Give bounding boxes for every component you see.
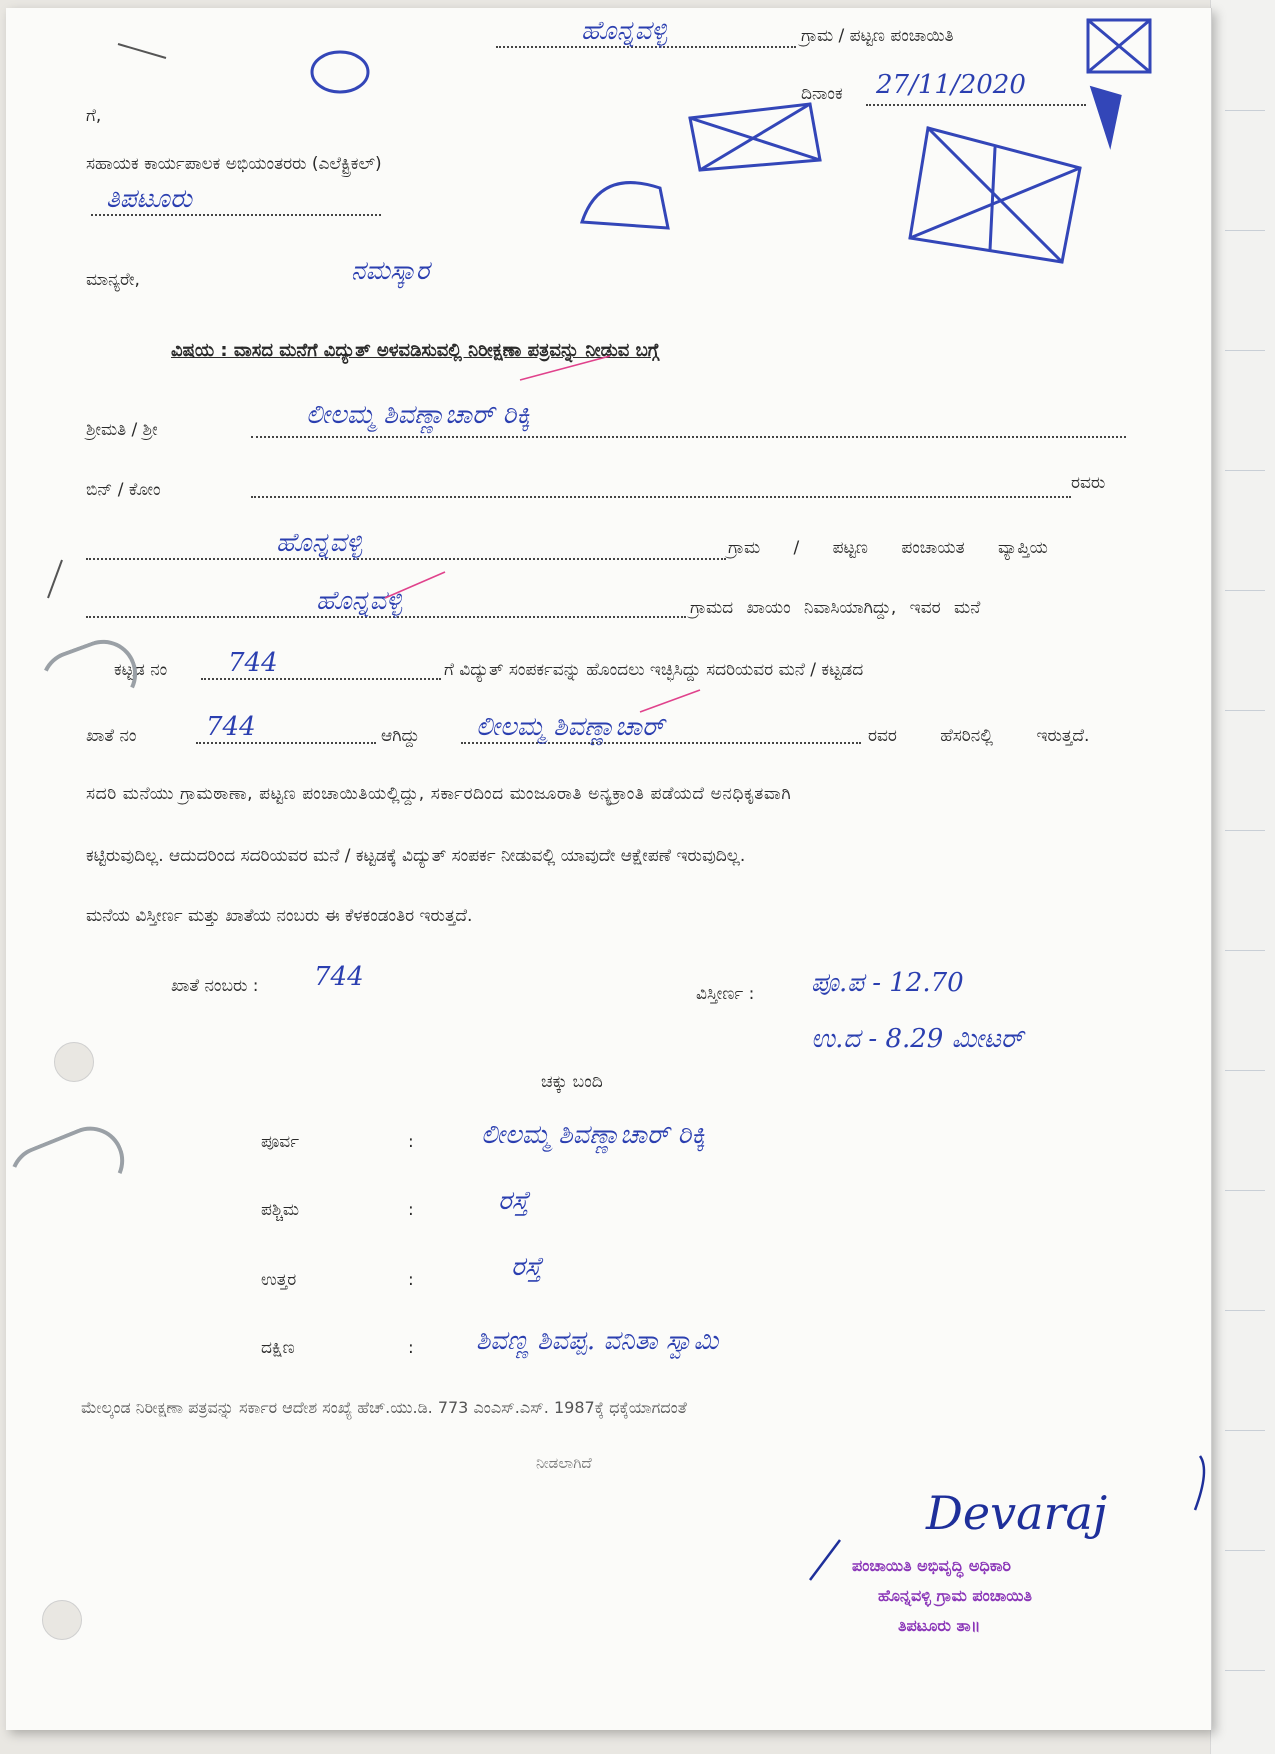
west-label: ಪಶ್ಚಿಮ [261, 1200, 300, 1220]
line7-text: ಸದರಿ ಮನೆಯು ಗ್ರಾಮಠಾಣಾ, ಪಟ್ಟಣ ಪಂಚಾಯಿತಿಯಲ್ಲಿದ್ದು, ಸರ್ಕಾರದಿಂದ ಮಂಜೂರಾತಿ ಅನ್ಯಕ್ರಾಂತಿ ಪಡೆಯದೆ ಅನಧಿಕೃತವಾಗಿ [86, 784, 792, 804]
north-label: ಉತ್ತರ [261, 1270, 297, 1290]
village-handwritten-1: ಹೊನ್ನವಳ್ಳಿ [276, 528, 363, 558]
bin-label: ಬಿನ್ / ಕೋಂ [86, 480, 161, 500]
building-label: ಕಟ್ಟಡ ನಂ [114, 660, 168, 680]
agiddu-label: ಆಗಿದ್ದು [381, 726, 420, 746]
west-value: ರಸ್ತೆ [498, 1186, 529, 1216]
stamp-line-2: ಹೊನ್ನವಳ್ಳಿ ಗ್ರಾಮ ಪಂಚಾಯಿತಿ [878, 1586, 1032, 1605]
south-colon: : [408, 1338, 414, 1358]
village-handwritten-header: ಹೊನ್ನವಳ್ಳಿ [581, 16, 668, 46]
subject-line: ವಿಷಯ : ವಾಸದ ಮನೆಗೆ ವಿದ್ಯುತ್ ಅಳವಡಿಸುವಲ್ಲಿ ನಿರೀಕ್ಷಣಾ ಪತ್ರವನ್ನು ನೀಡುವ ಬಗ್ಗೆ [171, 340, 660, 361]
owner-handwritten: ಲೀಲಮ್ಮ ಶಿವಣ್ಣಾಚಾರ್ [476, 712, 665, 742]
area-label: ವಿಸ್ತೀರ್ಣ : [696, 984, 755, 1004]
footer-note: ಮೇಲ್ಕಂಡ ನಿರೀಕ್ಷಣಾ ಪತ್ರವನ್ನು ಸರ್ಕಾರ ಆದೇಶ ಸಂಖ್ಯೆ ಹೆಚ್.ಯು.ಡಿ. 773 ಎಂಎಸ್.ಎಸ್. 1987ಕ್ಕೆ ಧಕ್ಕೆಯಾಗದಂತೆ [81, 1398, 687, 1417]
east-colon: : [408, 1132, 414, 1152]
date-label: ದಿನಾಂಕ [801, 84, 843, 104]
area-line-1: ಪೂ.ಪ - 12.70 [811, 968, 964, 998]
to-label: ಗೆ, [86, 106, 102, 126]
shrimati-label: ಶ್ರೀಮತಿ / ಶ್ರೀ [86, 420, 158, 440]
line8-text: ಕಟ್ಟಿರುವುದಿಲ್ಲ. ಆದುದರಿಂದ ಸದರಿಯವರ ಮನೆ / ಕಟ್ಟಡಕ್ಕೆ ವಿದ್ಯುತ್ ಸಂಪರ್ಕ ನೀಡುವಲ್ಲಿ ಯಾವುದೇ ಆಕ್ಷೇಪಣೆ ಇರುವುದಿಲ್ಲ. [86, 846, 746, 866]
east-label: ಪೂರ್ವ [261, 1132, 300, 1152]
ravaru-label: ರವರು [1071, 473, 1106, 493]
salutation: ಮಾನ್ಯರೇ, [86, 270, 140, 290]
line3-text: ಗ್ರಾಮ / ಪಟ್ಟಣ ಪಂಚಾಯತ ವ್ಯಾಪ್ತಿಯ [728, 538, 1048, 558]
panchayat-label: ಗ್ರಾಮ / ಪಟ್ಟಣ ಪಂಚಾಯಿತಿ [801, 26, 954, 46]
line9-text: ಮನೆಯ ವಿಸ್ತೀರ್ಣ ಮತ್ತು ಖಾತೆಯ ನಂಬರು ಈ ಕೆಳಕಂಡಂತಿರ ಇರುತ್ತದೆ. [86, 906, 473, 926]
west-colon: : [408, 1200, 414, 1220]
signature: Devaraj [926, 1486, 1108, 1540]
stamp-line-3: ತಿಪಟೂರು ತಾ॥ [898, 1616, 981, 1635]
boundaries-heading: ಚಕ್ಕು ಬಂದಿ [541, 1072, 603, 1092]
south-label: ದಕ್ಷಿಣ [261, 1338, 295, 1358]
footer-note-2: ನೀಡಲಾಗಿದೆ [536, 1454, 592, 1472]
south-value: ಶಿವಣ್ಣ ಶಿವಪ್ಪ. ವನಿತಾ ಸ್ವಾಮಿ [476, 1326, 719, 1356]
north-colon: : [408, 1270, 414, 1290]
village-handwritten-2: ಹೊನ್ನವಳ್ಳಿ [316, 586, 403, 616]
salutation-handwritten: ನಮಸ್ಕಾರ [351, 256, 430, 286]
line5-text: ಗೆ ವಿದ್ಯುತ್ ಸಂಪರ್ಕವನ್ನು ಹೊಂದಲು ಇಚ್ಛಿಸಿದ್ದು ಸದರಿಯವರ ಮನೆ / ಕಟ್ಟಡದ [444, 660, 864, 680]
officer-title: ಸಹಾಯಕ ಕಾರ್ಯಪಾಲಕ ಅಭಿಯಂತರರು (ಎಲೆಕ್ಟ್ರಿಕಲ್) [86, 154, 382, 174]
khata-number-value: 744 [314, 962, 364, 992]
area-line-2: ಉ.ದ - 8.29 ಮೀಟರ್ [811, 1024, 1024, 1054]
building-number: 744 [228, 648, 278, 678]
stamp-line-1: ಪಂಚಾಯಿತಿ ಅಭಿವೃದ್ಧಿ ಅಧಿಕಾರಿ [852, 1556, 1011, 1575]
khata-number: 744 [206, 712, 256, 742]
khata-label: ಖಾತೆ ನಂ [86, 726, 137, 746]
line4-text: ಗ್ರಾಮದ ಖಾಯಂ ನಿವಾಸಿಯಾಗಿದ್ದು, ಇವರ ಮನೆ [690, 598, 981, 618]
office-handwritten: ತಿಪಟೂರು [106, 184, 193, 214]
east-value: ಲೀಲಮ್ಮ ಶಿವಣ್ಣಾಚಾರ್ ರಿಕ್ಕಿ [481, 1120, 706, 1150]
line6-text: ರವರ ಹೆಸರಿನಲ್ಲಿ ಇರುತ್ತದೆ. [868, 726, 1090, 746]
north-value: ರಸ್ತೆ [511, 1252, 542, 1282]
khata-number-label: ಖಾತೆ ನಂಬರು : [171, 976, 259, 996]
date-value: 27/11/2020 [876, 70, 1026, 100]
applicant-name: ಲೀಲಮ್ಮ ಶಿವಣ್ಣಾಚಾರ್ ರಿಕ್ಕಿ [306, 400, 531, 430]
